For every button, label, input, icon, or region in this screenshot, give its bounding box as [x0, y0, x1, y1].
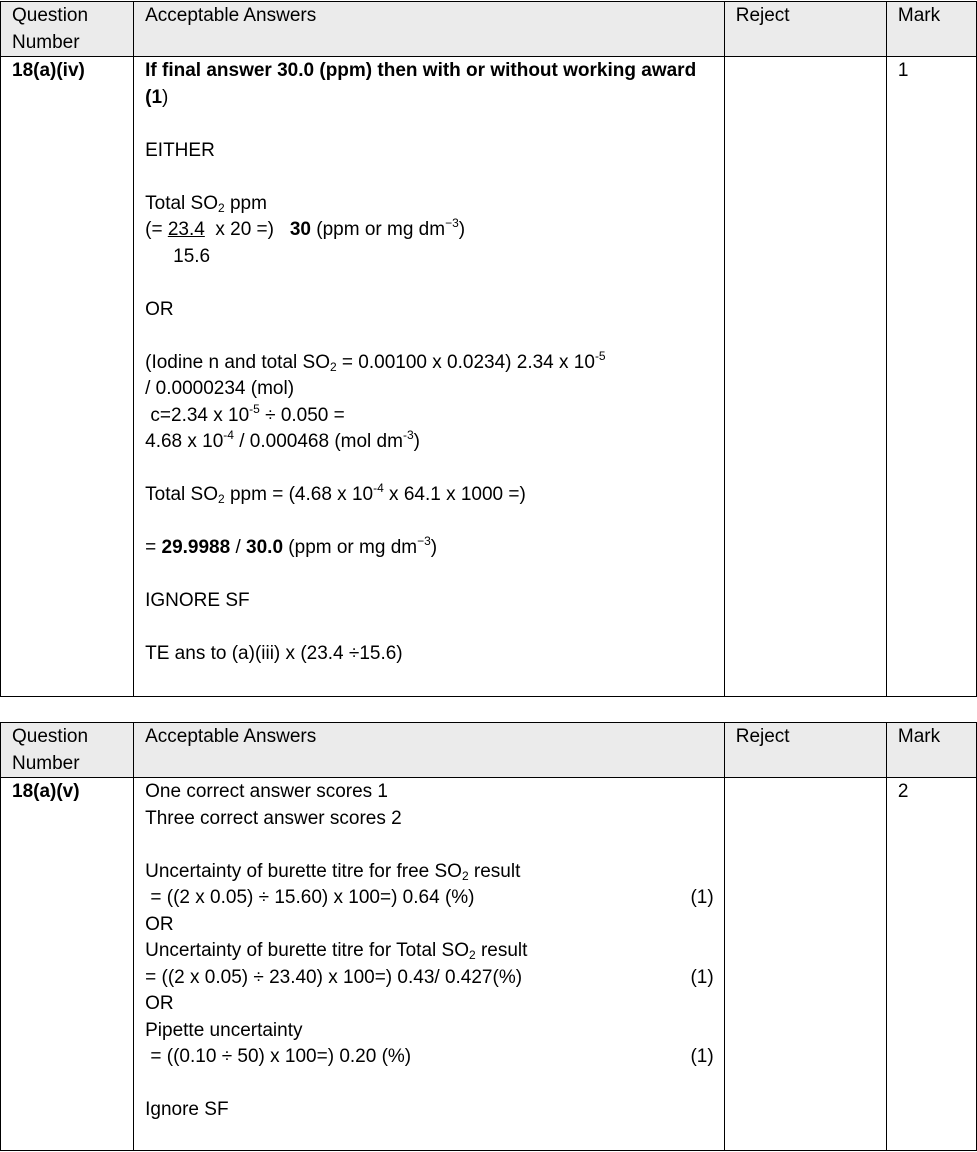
either-label: EITHER — [145, 139, 215, 161]
markscheme-table-18aiv — [0, 1, 977, 697]
header-reject: Reject — [724, 2, 886, 57]
acceptable-answers-cell — [134, 57, 725, 697]
or-label: OR — [145, 298, 174, 320]
header-mark: Mark — [886, 2, 976, 57]
mark-point: (1) — [690, 1046, 714, 1067]
or-label: OR — [145, 913, 174, 935]
award-rule: If final answer 30.0 (ppm) then with or without working award (1) — [145, 60, 697, 108]
ignore-sf-note: Ignore SF — [145, 1099, 229, 1120]
question-number: 18(a)(v) — [1, 778, 134, 1151]
reject-cell — [724, 57, 886, 697]
uncertainty-free-calc: = ((2 x 0.05) ÷ 15.60) x 100=) 0.64 (%) (1) — [145, 885, 714, 912]
concentration-result: 4.68 x $10^{-4} / 0.000468$ (mol $dm^{-3}$) — [145, 428, 420, 452]
table-header-row — [1, 723, 977, 778]
uncertainty-free-label: Uncertainty of burette titre for free $SO_2$ result — [145, 860, 521, 883]
question-number: 18(a)(iv) — [1, 57, 134, 697]
iodine-moles-line: (Iodine n and total $SO_2 = 0.00100$ x 0.0234) 2.34 x $10^{-5}$ — [145, 348, 606, 374]
te-note: TE ans to (a)(iii) x (23.4 ÷15.6) — [145, 643, 403, 664]
final-result: = 29.9988 / 30.0 (ppm or mg $dm^{-3}$) — [145, 534, 438, 558]
header-acceptable-answers: Acceptable Answers — [134, 2, 725, 57]
markscheme-table-18av — [0, 722, 977, 1151]
scoring-rule-one: One correct answer scores 1 — [145, 781, 388, 802]
total-so2-label: Total $SO_2$ ppm — [145, 192, 267, 215]
concentration-line: c=2.34 x $10^{-5} \div 0.050$ = — [145, 401, 345, 426]
table-row — [1, 778, 977, 1151]
uncertainty-total-calc: = ((2 x 0.05) ÷ 23.40) x 100=) 0.43/ 0.427(%) (1) — [145, 965, 714, 992]
header-question-number: Question Number — [1, 2, 134, 57]
reject-cell — [724, 778, 886, 1151]
pipette-uncertainty-calc: = ((0.10 ÷ 50) x 100=) 0.20 (%) (1) — [145, 1044, 714, 1071]
iodine-moles-alt: / 0.0000234 (mol) — [145, 378, 295, 399]
ratio-calculation: (= 23.4 x 20 =) 30 (ppm or mg $dm^{-3}$) 15.6 — [145, 217, 714, 270]
ratio-denominator: 15.6 — [173, 245, 211, 267]
or-label: OR — [145, 993, 174, 1014]
ignore-sf-note: IGNORE SF — [145, 590, 250, 611]
header-reject: Reject — [724, 723, 886, 778]
scoring-rule-three: Three correct answer scores 2 — [145, 807, 402, 829]
table-row — [1, 57, 977, 697]
acceptable-answers-cell — [134, 778, 725, 1151]
mark-point: (1) — [690, 887, 714, 908]
pipette-uncertainty-label: Pipette uncertainty — [145, 1019, 303, 1041]
header-acceptable-answers: Acceptable Answers — [134, 723, 725, 778]
uncertainty-total-label: Uncertainty of burette titre for Total $SO_2$ result — [145, 940, 528, 962]
mark-value: 1 — [886, 57, 976, 697]
header-question-number: Question Number — [1, 723, 134, 778]
mark-point: (1) — [690, 966, 714, 988]
table-header-row — [1, 2, 977, 57]
header-mark: Mark — [886, 723, 976, 778]
total-so2-ppm-line: Total $SO_2$ ppm = (4.68 x $10^{-4}$ x 64.1 x 1000 =) — [145, 481, 526, 506]
mark-value: 2 — [886, 778, 976, 1151]
